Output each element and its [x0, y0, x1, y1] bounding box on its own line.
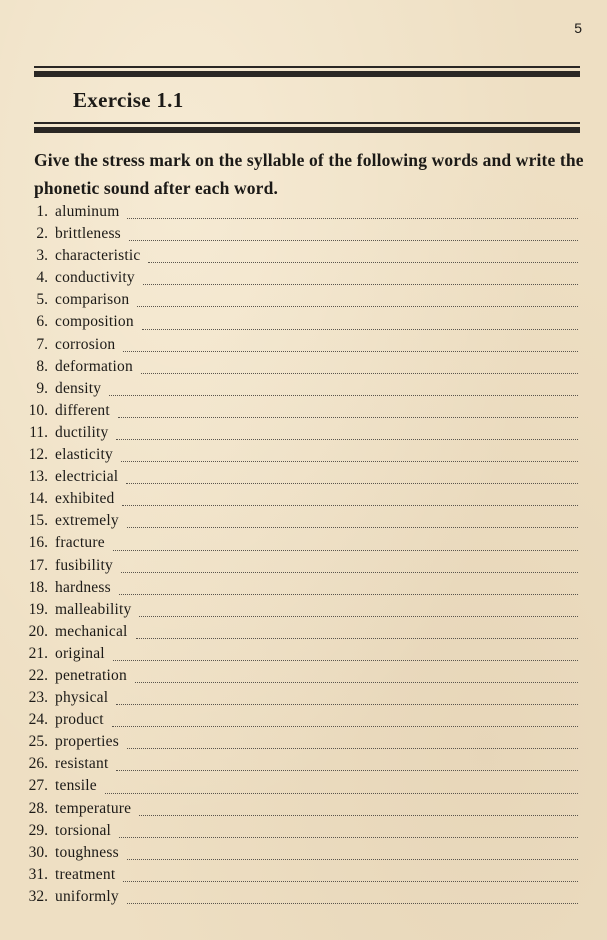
vocabulary-word: composition	[55, 313, 134, 331]
vocabulary-word: resistant	[55, 755, 109, 773]
list-item	[0, 424, 607, 446]
item-number: 13.	[28, 468, 48, 486]
vocabulary-word: extremely	[55, 512, 119, 530]
item-number: 6.	[36, 313, 48, 331]
list-item	[0, 446, 607, 468]
list-item	[0, 689, 607, 711]
list-item	[0, 755, 607, 777]
answer-dotted-line[interactable]	[143, 273, 578, 285]
item-number: 4.	[36, 269, 48, 287]
item-number: 25.	[28, 733, 48, 751]
list-item	[0, 203, 607, 225]
answer-dotted-line[interactable]	[116, 428, 578, 440]
answer-dotted-line[interactable]	[123, 870, 578, 882]
item-number: 11.	[29, 423, 48, 441]
vocabulary-word: brittleness	[55, 225, 121, 243]
item-number: 5.	[36, 291, 48, 309]
word-list	[0, 203, 607, 910]
vocabulary-word: conductivity	[55, 269, 135, 287]
vocabulary-word: penetration	[55, 666, 127, 684]
list-item	[0, 534, 607, 556]
list-item	[0, 269, 607, 291]
answer-dotted-line[interactable]	[127, 737, 578, 749]
vocabulary-word: characteristic	[55, 247, 141, 265]
item-number: 18.	[28, 578, 48, 596]
list-item	[0, 711, 607, 733]
answer-dotted-line[interactable]	[137, 295, 578, 307]
vocabulary-word: properties	[55, 733, 119, 751]
answer-dotted-line[interactable]	[119, 583, 578, 595]
answer-dotted-line[interactable]	[148, 251, 578, 263]
answer-dotted-line[interactable]	[113, 649, 578, 661]
answer-dotted-line[interactable]	[136, 627, 578, 639]
item-number: 15.	[28, 512, 48, 530]
list-item	[0, 844, 607, 866]
vocabulary-word: aluminum	[55, 203, 120, 220]
vocabulary-word: fusibility	[55, 556, 113, 574]
list-item	[0, 733, 607, 755]
item-number: 12.	[28, 446, 48, 464]
item-number: 19.	[28, 600, 48, 618]
list-item	[0, 645, 607, 667]
exercise-title: Exercise 1.1	[73, 88, 184, 112]
item-number: 9.	[36, 379, 48, 397]
top-double-rule	[34, 66, 580, 79]
answer-dotted-line[interactable]	[113, 539, 578, 551]
vocabulary-word: density	[55, 379, 102, 397]
item-number: 29.	[28, 821, 48, 839]
list-item	[0, 291, 607, 313]
item-number: 22.	[28, 666, 48, 684]
vocabulary-word: mechanical	[55, 622, 128, 640]
answer-dotted-line[interactable]	[127, 207, 578, 219]
item-number: 2.	[36, 225, 48, 243]
list-item	[0, 247, 607, 269]
list-item	[0, 380, 607, 402]
list-item	[0, 402, 607, 424]
vocabulary-word: elasticity	[55, 446, 113, 464]
vocabulary-word: toughness	[55, 843, 119, 861]
answer-dotted-line[interactable]	[135, 671, 578, 683]
list-item	[0, 512, 607, 534]
item-number: 30.	[28, 843, 48, 861]
item-number: 14.	[28, 490, 48, 508]
list-item	[0, 866, 607, 888]
answer-dotted-line[interactable]	[141, 362, 578, 374]
answer-dotted-line[interactable]	[116, 759, 578, 771]
answer-dotted-line[interactable]	[139, 804, 578, 816]
item-number: 10.	[28, 401, 48, 419]
list-item	[0, 557, 607, 579]
item-number: 28.	[28, 799, 48, 817]
item-number: 21.	[28, 644, 48, 662]
answer-dotted-line[interactable]	[126, 472, 578, 484]
list-item	[0, 800, 607, 822]
item-number: 8.	[36, 357, 48, 375]
vocabulary-word: fracture	[55, 534, 105, 552]
list-item	[0, 313, 607, 335]
answer-dotted-line[interactable]	[127, 516, 578, 528]
exercise-instructions: Give the stress mark on the syllable of the following words and write the phonetic sound after each word.	[34, 150, 584, 198]
answer-dotted-line[interactable]	[112, 715, 578, 727]
answer-dotted-line[interactable]	[122, 494, 578, 506]
answer-dotted-line[interactable]	[116, 693, 578, 705]
list-item	[0, 888, 607, 910]
vocabulary-word: torsional	[55, 821, 112, 839]
list-item	[0, 490, 607, 512]
answer-dotted-line[interactable]	[109, 384, 578, 396]
list-item	[0, 822, 607, 844]
vocabulary-word: tensile	[55, 777, 97, 795]
vocabulary-word: electricial	[55, 468, 119, 486]
vocabulary-word: corrosion	[55, 335, 116, 353]
answer-dotted-line[interactable]	[105, 782, 578, 794]
item-number: 17.	[28, 556, 48, 574]
answer-dotted-line[interactable]	[119, 826, 578, 838]
vocabulary-word: uniformly	[55, 887, 119, 905]
item-number: 23.	[28, 689, 48, 707]
list-item	[0, 336, 607, 358]
answer-dotted-line[interactable]	[118, 406, 578, 418]
vocabulary-word: different	[55, 401, 110, 419]
list-item	[0, 468, 607, 490]
list-item	[0, 623, 607, 645]
bottom-double-rule	[34, 122, 580, 134]
vocabulary-word: exhibited	[55, 490, 115, 508]
vocabulary-word: comparison	[55, 291, 130, 309]
vocabulary-word: original	[55, 644, 105, 662]
vocabulary-word: physical	[55, 689, 109, 707]
vocabulary-word: hardness	[55, 578, 111, 596]
list-item	[0, 358, 607, 380]
list-item	[0, 777, 607, 799]
item-number: 24.	[28, 711, 48, 729]
item-number: 32.	[28, 887, 48, 905]
answer-dotted-line[interactable]	[127, 892, 578, 904]
vocabulary-word: deformation	[55, 357, 133, 375]
answer-dotted-line[interactable]	[139, 605, 578, 617]
answer-dotted-line[interactable]	[129, 229, 578, 241]
vocabulary-word: malleability	[55, 600, 132, 618]
vocabulary-word: temperature	[55, 799, 132, 817]
item-number: 26.	[28, 755, 48, 773]
answer-dotted-line[interactable]	[121, 450, 578, 462]
answer-dotted-line[interactable]	[127, 848, 578, 860]
item-number: 3.	[36, 247, 48, 265]
list-item	[0, 667, 607, 689]
answer-dotted-line[interactable]	[142, 318, 578, 330]
item-number: 7.	[36, 335, 48, 353]
answer-dotted-line[interactable]	[123, 340, 578, 352]
list-item	[0, 225, 607, 247]
answer-dotted-line[interactable]	[121, 561, 578, 573]
item-number: 20.	[28, 622, 48, 640]
page-number: 5	[574, 20, 582, 36]
item-number: 27.	[28, 777, 48, 795]
item-number: 1.	[36, 203, 48, 220]
item-number: 31.	[28, 865, 48, 883]
item-number: 16.	[28, 534, 48, 552]
vocabulary-word: treatment	[55, 865, 116, 883]
vocabulary-word: ductility	[55, 423, 109, 441]
list-item	[0, 601, 607, 623]
vocabulary-word: product	[55, 711, 104, 729]
list-item	[0, 579, 607, 601]
